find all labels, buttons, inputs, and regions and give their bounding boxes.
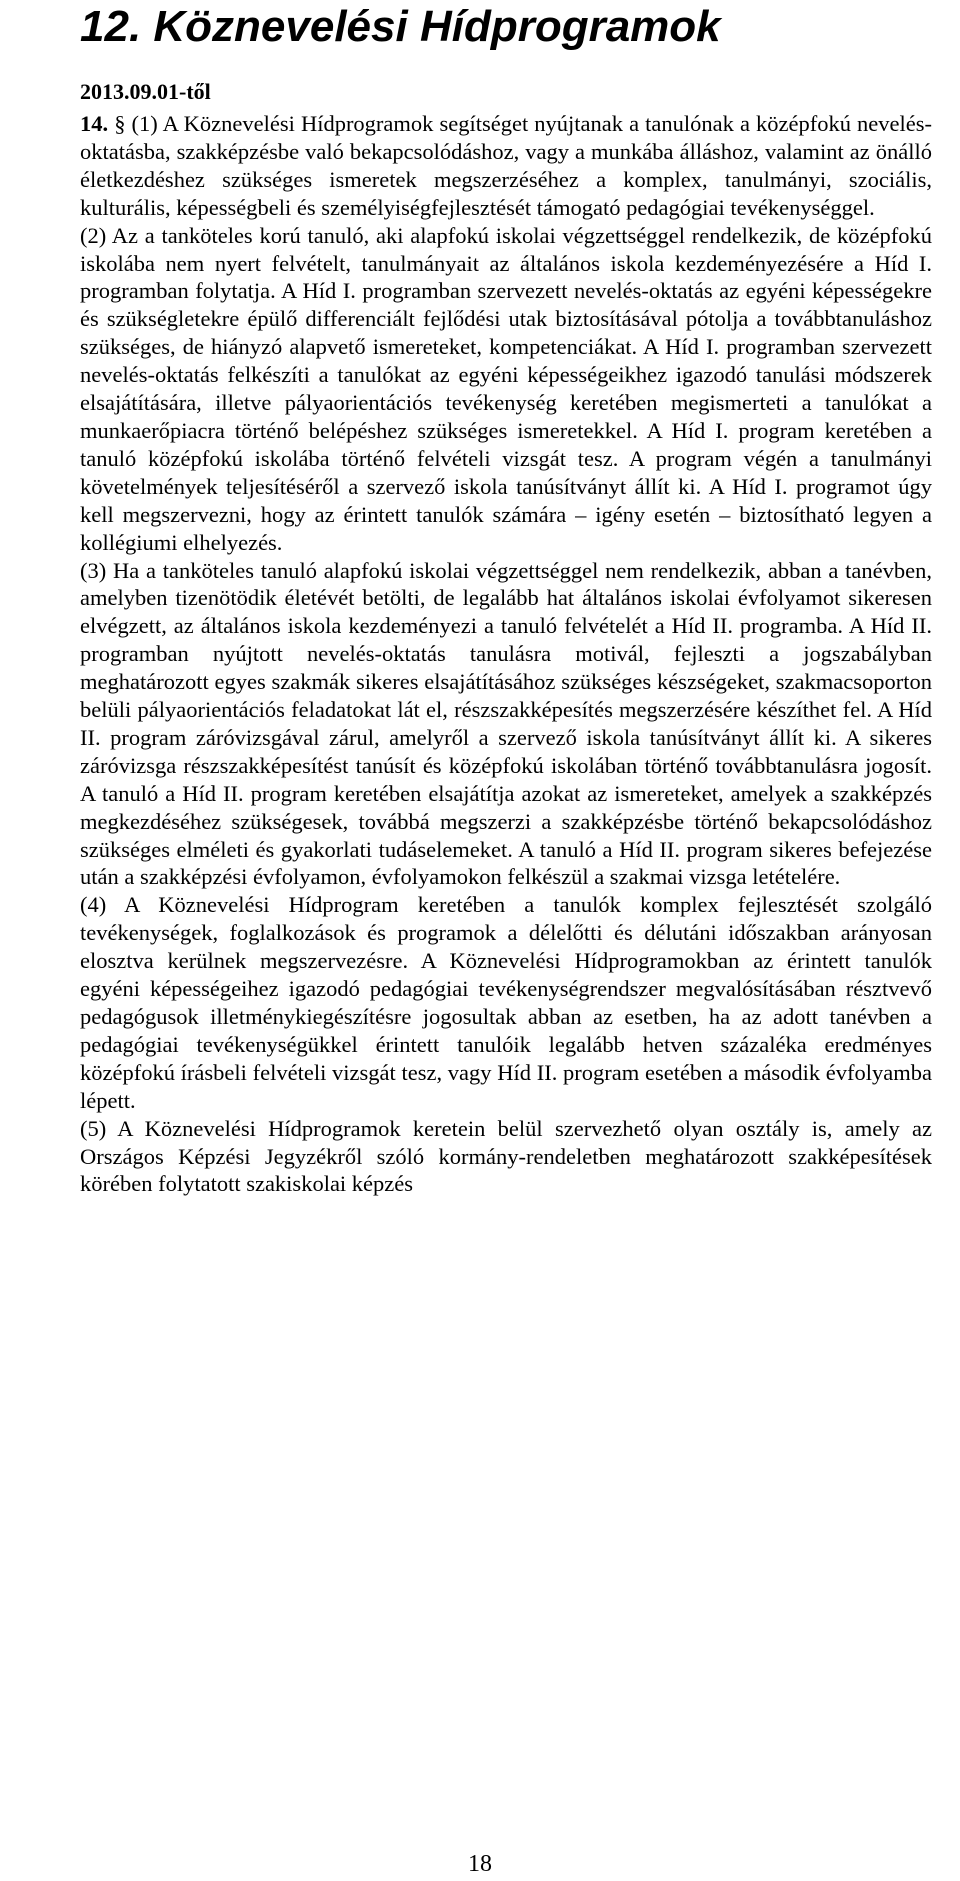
section-body	[80, 110, 932, 1198]
paragraph-5: (5) A Köznevelési Hídprogramok keretein belül szervezhető olyan osztály is, amely az Országos Képzési Jegyzékről szóló kormány-rendeletben meghatározott szakképesítések körében folytatott szakiskolai képzés	[80, 1115, 932, 1197]
effective-date: 2013.09.01-től	[80, 79, 211, 104]
paragraph-1-text: § (1) A Köznevelési Hídprogramok segítséget nyújtanak a tanulónak a középfokú nevelés-oktatásba, szakképzésbe való bekapcsolódáshoz, vagy a munkába álláshoz, valamint az önálló életkezdéshez szükséges ismeretek megszerzéséhez a komplex, tanulmányi, szociális, kulturális, képességbeli és személyiségfejlesztését támogató pedagógiai tevékenységgel.	[80, 111, 932, 220]
paragraph-4: (4) A Köznevelési Hídprogram keretében a tanulók komplex fejlesztését szolgáló tevékenységek, foglalkozások és programok a délelőtti és délutáni időszakban arányosan elosztva kerülnek megszervezésre. A Köznevelési Hídprogramokban az érintett tanulók egyéni képességeihez igazodó pedagógiai tevékenységrendszer megvalósításában résztvevő pedagógusok illetménykiegészítésre jogosultak abban az esetben, ha az adott tanévben a pedagógiai tevékenységükkel érintett tanulóik legalább hetven százaléka eredményes középfokú írásbeli felvételi vizsgát tesz, vagy Híd II. program esetében a második évfolyamba lépett.	[80, 892, 932, 1113]
chapter-title: 12. Köznevelési Hídprogramok	[80, 2, 721, 51]
page-number: 18	[468, 1851, 492, 1877]
paragraph-1	[80, 110, 932, 222]
section-number: 14.	[80, 111, 115, 136]
paragraph-2: (2) Az a tanköteles korú tanuló, aki alapfokú iskolai végzettséggel rendelkezik, de középfokú iskolába nem nyert felvételt, tanulmányait az általános iskola kezdeményezésére a Híd I. programban folytatja. A Híd I. programban szervezett nevelés-oktatás az egyéni képességekre és szükségletekre épülő differenciált fejlődési utak biztosításával pótolja a továbbtanuláshoz szükséges, de hiányzó alapvető ismereteket, kompetenciákat. A Híd I. programban szervezett nevelés-oktatás felkészíti a tanulókat az egyéni képességeikhez igazodó tanulási módszerek elsajátítására, illetve pályaorientációs tevékenység keretében megismerteti a tanulókat a munkaerőpiacra történő belépéshez szükséges ismeretekkel. A Híd I. program keretében a tanuló középfokú iskolába történő felvételi vizsgát tesz. A program végén a tanulmányi követelmények teljesítéséről a szervező iskola tanúsítványt állít ki. A Híd I. programot úgy kell megszervezni, hogy az érintett tanulók számára – igény esetén – biztosítható legyen a kollégiumi elhelyezés.	[80, 222, 932, 555]
paragraph-3: (3) Ha a tanköteles tanuló alapfokú iskolai végzettséggel nem rendelkezik, abban a tanévben, amelyben tizenötödik életévét betölti, de legalább hat általános iskolai évfolyamot sikeresen elvégzett, az általános iskola kezdeményezi a tanuló felvételét a Híd II. programba. A Híd II. programban nyújtott nevelés-oktatás tanulásra motivál, fejleszti a jogszabályban meghatározott egyes szakmák sikeres elsajátításához szükséges készségeket, szakmacsoporton belüli pályaorientációs feladatokat lát el, részszakképesítés megszerzésére készíthet fel. A Híd II. program záróvizsgával zárul, amelyről a szervező iskola tanúsítványt állít ki. A sikeres záróvizsga részszakképesítést tanúsít és középfokú iskolában történő továbbtanulásra jogosít. A tanuló a Híd II. program keretében elsajátítja azokat az ismereteket, amelyek a szakképzés megkezdéséhez szükségesek, továbbá megszerzi a szakképzésbe történő bekapcsolódáshoz szükséges elméleti és gyakorlati tudáselemeket. A tanuló a Híd II. program sikeres befejezése után a szakképzési évfolyamon, évfolyamokon felkészül a szakmai vizsga letételére.	[80, 557, 932, 890]
